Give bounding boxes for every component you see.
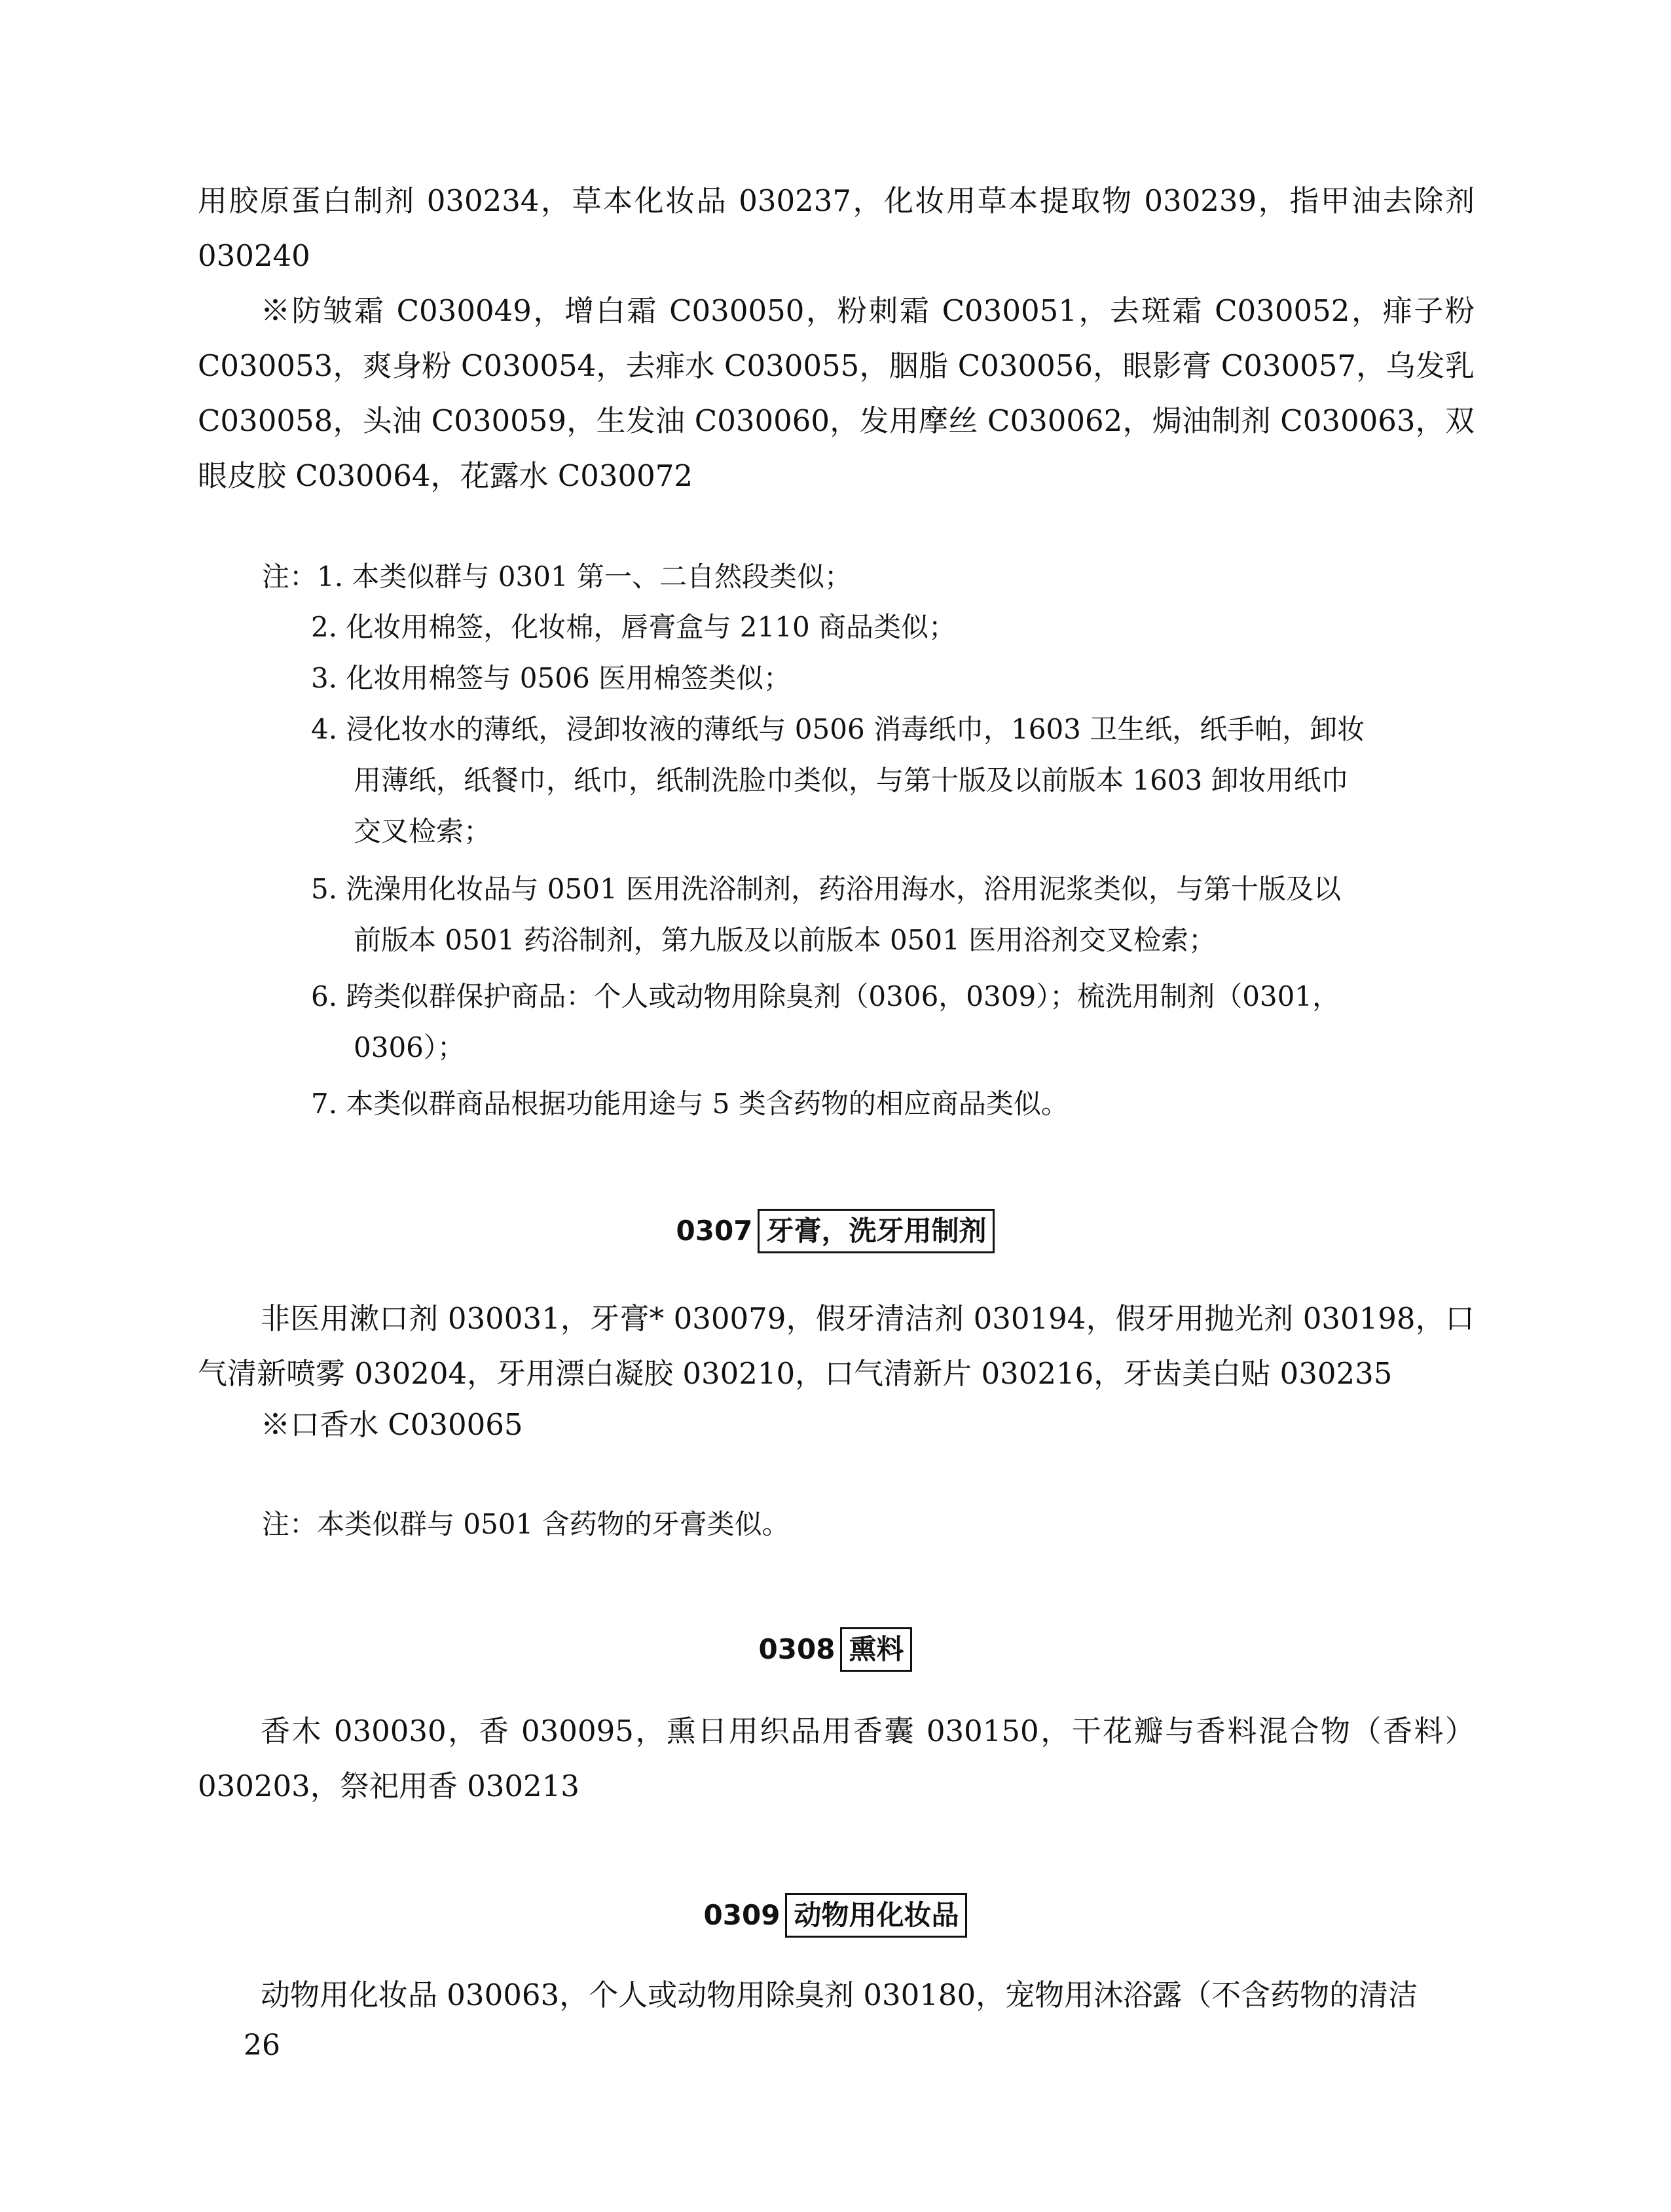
note-0307: 注：本类似群与 0501 含药物的牙膏类似。: [262, 1508, 790, 1540]
note-item-3: 3. 化妆用棉签与 0506 医用棉签类似；: [311, 662, 792, 694]
paragraph-0308-items: 香木 030030，香 030095，熏日用织品用香囊 030150，干花瓣与香料混合物（香料）030203，祭祀用香 030213: [198, 1714, 1475, 1803]
group-code: 0308: [758, 1633, 836, 1665]
group-title-box: 熏料: [840, 1627, 912, 1672]
note-item-4-line-1: 4. 浸化妆水的薄纸，浸卸妆液的薄纸与 0506 消毒纸巾，1603 卫生纸，纸手帕，卸妆: [311, 713, 1365, 745]
note-item-6-line-2: 0306）；: [354, 1031, 465, 1063]
group-code: 0309: [703, 1899, 780, 1931]
page-number: 26: [244, 2029, 280, 2062]
group-heading-0308: [0, 1627, 1671, 1672]
group-code: 0307: [676, 1215, 753, 1247]
paragraph-supplementary-items: ※防皱霜 C030049，增白霜 C030050，粉刺霜 C030051，去斑霜 C030052，痱子粉 C030053，爽身粉 C030054，去痱水 C030055，胭脂 C030056，眼影膏 C030057，乌发乳 C030058，头油 C030059，生发油 C030060，发用摩丝 C030062，焗油制剂 C030063，双眼皮胶 C030064，花露水 C030072: [198, 293, 1475, 493]
group-heading-0309: [0, 1892, 1671, 1938]
note-item-7: 7. 本类似群商品根据功能用途与 5 类含药物的相应商品类似。: [311, 1088, 1069, 1120]
paragraph-0307-supplementary: ※口香水 C030065: [261, 1407, 523, 1442]
note-item-5-line-2: 前版本 0501 药浴制剂，第九版及以前版本 0501 医用浴剂交叉检索；: [354, 924, 1217, 956]
paragraph-continuation: 用胶原蛋白制剂 030234，草本化妆品 030237，化妆用草本提取物 030239，指甲油去除剂 030240: [198, 183, 1475, 273]
group-title-box: 牙膏，洗牙用制剂: [758, 1209, 995, 1253]
group-title-box: 动物用化妆品: [785, 1893, 967, 1938]
note-item-6-line-1: 6. 跨类似群保护商品：个人或动物用除臭剂（0306，0309）；梳洗用制剂（0301，: [311, 980, 1340, 1012]
note-item-4-line-3: 交叉检索；: [354, 815, 492, 847]
paragraph-0309-items: 动物用化妆品 030063，个人或动物用除臭剂 030180，宠物用沐浴露（不含药物的清洁: [261, 1978, 1418, 2012]
paragraph-0307-items: 非医用漱口剂 030031，牙膏* 030079，假牙清洁剂 030194，假牙用抛光剂 030198，口气清新喷雾 030204，牙用漂白凝胶 030210，口气清新片 030216，牙齿美白贴 030235: [198, 1301, 1475, 1391]
group-heading-0307: [0, 1208, 1671, 1254]
note-item-2: 2. 化妆用棉签，化妆棉，唇膏盒与 2110 商品类似；: [311, 611, 957, 643]
note-item-1: 注：1. 本类似群与 0301 第一、二自然段类似；: [262, 561, 853, 593]
note-item-4-line-2: 用薄纸，纸餐巾，纸巾，纸制洗脸巾类似，与第十版及以前版本 1603 卸妆用纸巾: [354, 764, 1349, 796]
note-item-5-line-1: 5. 洗澡用化妆品与 0501 医用洗浴制剂，药浴用海水，浴用泥浆类似，与第十版及以: [311, 873, 1342, 905]
